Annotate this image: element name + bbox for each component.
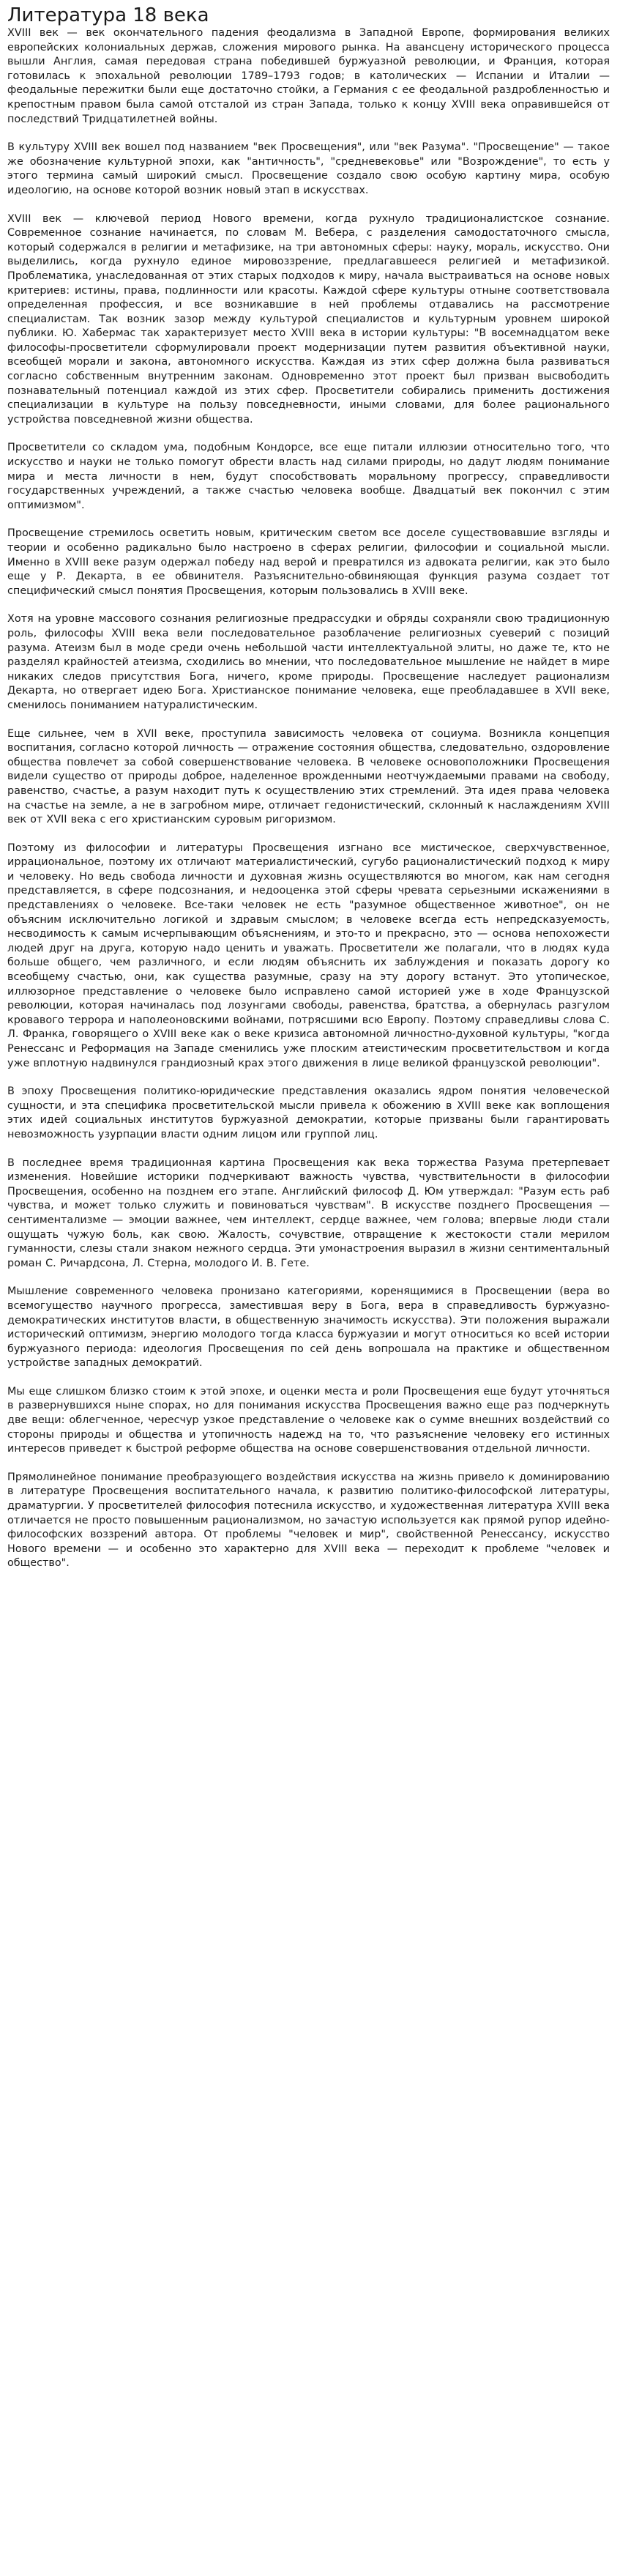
paragraph: Хотя на уровне массового сознания религиозные предрассудки и обряды сохраняли свою традиционную роль, философы XVIII века вели последовательное разоблачение религиозных суеверий с позиций разума. Атеизм был в моде среди очень небольшой части интеллектуальной элиты, но даже те, кто не разделял крайностей атеизма, сходились во мнении, что последовательное мышление не найдет в мире никаких следов присутствия Бога, ничего, кроме природы. Просвещение наследует рационализм Декарта, но отвергает идею Бога. Христианское понимание человека, еще преобладавшее в XVII веке, сменилось пониманием натуралистическим. — [7, 613, 610, 711]
paragraph: Мышление современного человека пронизано категориями, коренящимися в Просвещении (вера во всемогущество научного прогресса, заместившая веру в Бога, вера в справедливость буржуазно-демократических институтов власти, в общественную значимость искусства). Эти положения выражали исторический оптимизм, энергию молодого тогда класса буржуазии и могут относиться ко всей истории буржуазного периода: идеология Просвещения по сей день вопрошала на практике и общественном устройстве западных демократий. — [7, 1285, 610, 1370]
paragraph: Просветители со складом ума, подобным Кондорсе, все еще питали иллюзии относительно того, что искусство и науки не только помогут обрести власть над силами природы, но дадут людям понимание мира и места личности в нем, будут способствовать моральному прогрессу, справедливости государственных учреждений, а также счастью человека вообще. Двадцатый век покончил с этим оптимизмом". — [7, 442, 610, 511]
paragraph: В эпоху Просвещения политико-юридические представления оказались ядром понятия человеческой сущности, и эта специфика просветительской мысли привела к обожению в XVIII веке как воплощения этих идей социальных институтов буржуазной демократии, которые призваны были гарантировать невозможность узурпации власти одним лицом или группой лиц. — [7, 1085, 610, 1140]
paragraph: Просвещение стремилось осветить новым, критическим светом все доселе существовавшие взгляды и теории и особенно радикально было настроено в сферах религии, философии и социальной мысли. Именно в XVIII веке разум одержал победу над верой и превратился из адвоката религии, как это было еще у Р. Декарта, в ее обвинителя. Разъяснительно-обвиняющая функция разума создает тот специфический смысл понятия Просвещения, которым пользовались в XVIII веке. — [7, 527, 610, 597]
paragraph: Поэтому из философии и литературы Просвещения изгнано все мистическое, сверхчувственное, иррациональное, поэтому их отличают материалистический, сугубо рационалистический подход к миру и человеку. Но ведь свобода личности и духовная жизнь осуществляются во многом, как нам сегодня представляется, в сфере подсознания, и недооценка этой сферы чревата серьезными искажениями в представлениях о человеке. Все-таки человек не есть "разумное общественное животное", он не объясним исключительно логикой и здравым смыслом; в человеке всегда есть непредсказуемость, несводимость к самым исчерпывающим объяснениям, и это-то и прекрасно, это — основа непохожести людей друг на друга, которую надо ценить и уважать. Просветители же полагали, что в людях куда больше общего, чем различного, и если людям объяснить их заблуждения и показать дорогу ко всеобщему счастью, они, как существа разумные, сразу на эту дорогу встанут. Это утопическое, иллюзорное представление о человеке было исправлено самой историей уже в ходе Французской революции, которая начиналась под лозунгами свободы, равенства, братства, а обернулась разгулом кровавого террора и наполеоновскими войнами, потрясшими всю Европу. Поэтому справедливы слова С. Л. Франка, говорящего о XVIII веке как о веке кризиса автономной личностно-духовной культуры, "когда Ренессанс и Реформация на Западе сменились уже плоским атеистическим просветительством и когда уже вплотную надвинулся грандиозный крах этого движения в лице великой французской революции". — [7, 842, 610, 1069]
paragraph: В последнее время традиционная картина Просвещения как века торжества Разума претерпевает изменения. Новейшие историки подчеркивают важность чувства, чувствительности в философии Просвещения, особенно на позднем его этапе. Английский философ Д. Юм утверждал: "Разум есть раб чувства, и может только служить и повиноваться чувствам". В искусстве позднего Просвещения — сентиментализме — эмоции важнее, чем интеллект, сердце важнее, чем голова; впервые люди стали ощущать чужую боль, как свою. Жалость, сочувствие, отвращение к жестокости стали мерилом гуманности, слезы стали знаком нежного сердца. Эти умонастроения выразил в жизни сентиментальный роман С. Ричардсона, Л. Стерна, молодого И. В. Гете. — [7, 1157, 610, 1269]
article-title: Литература 18 века — [7, 4, 209, 26]
paragraph: XVIII век — век окончательного падения феодализма в Западной Европе, формирования великих европейских колониальных держав, сложения мирового рынка. На авансцену исторического процесса вышли Англия, самая передовая страна победившей буржуазной революции, и Франция, которая готовилась к эпохальной революции 1789–1793 годов; в католических — Испании и Италии — феодальные пережитки были еще достаточно стойки, а Германия с ее феодальной раздробленностью и крепостным правом была самой отсталой из стран Запада, только к концу XVIII века оправившейся от последствий Тридцатилетней войны. — [7, 27, 610, 125]
paragraph: Прямолинейное понимание преобразующего воздействия искусства на жизнь привело к доминированию в литературе Просвещения воспитательного начала, к развитию политико-философской литературы, драматургии. У просветителей философия потеснила искусство, и художественная литература XVIII века отличается не просто повышенным рационализмом, но зачастую используется как прямой рупор идейно-философских воззрений автора. От проблемы "человек и мир", свойственной Ренессансу, искусство Нового времени — и особенно это характерно для XVIII века — переходит к проблеме "человек и общество". — [7, 1471, 610, 1570]
paragraph: XVIII век — ключевой период Нового времени, когда рухнуло традиционалистское сознание. Современное сознание начинается, по словам М. Вебера, с разделения самодостаточного смысла, который содержался в религии и метафизике, на три автономных сферы: науку, мораль, искусство. Они выделились, когда рухнуло единое мировоззрение, предлагавшееся религией и метафизикой. Проблематика, унаследованная от этих старых подходов к миру, начала выстраиваться на основе новых критериев: истины, права, подлинности или красоты. Каждой сфере культуры отныне соответствовала определенная профессия, и все возникавшие в ней проблемы отдавались на рассмотрение специалистам. Так возник зазор между культурой специалистов и культурным уровнем широкой публики. Ю. Хабермас так характеризует место XVIII века в истории культуры: "В восемнадцатом веке философы-просветители сформулировали проект модернизации путем развития объективной науки, всеобщей морали и закона, автономного искусства. Каждая из этих сфер должна была развиваться согласно собственным внутренним законам. Одновременно этот проект был призван высвободить познавательный потенциал каждой из этих сфер. Просветители собирались применить достижения специализации в культуре на пользу повседневности, иными словами, для более рационального устройства повседневной жизни общества. — [7, 212, 610, 426]
paragraph: Мы еще слишком близко стоим к этой эпохе, и оценки места и роли Просвещения еще будут уточняться в развернувшихся ныне спорах, но для понимания искусства Просвещения важно еще раз подчеркнуть две вещи: облегченное, чересчур узкое представление о человеке как о сумме внешних воздействий со стороны природы и общества и утопичность надежд на то, что разъяснение человеку его истинных интересов приведет к быстрой реформе общества на основе совершенствования отдельной личности. — [7, 1385, 610, 1455]
paragraph: Еще сильнее, чем в XVII веке, проступила зависимость человека от социума. Возникла концепция воспитания, согласно которой личность — отражение состояния общества, следовательно, оздоровление общества повлечет за собой совершенствование человека. В человеке основоположники Просвещения видели существо от природы доброе, наделенное врожденными неотчуждаемыми правами на свободу, равенство, счастье, а разум находит путь к осуществлению этих стремлений. Эта идея права человека на счастье на земле, а не в загробном мире, отличает гедонистический, склонный к наслаждениям XVIII век от XVII века с его христианским суровым ригоризмом. — [7, 727, 610, 826]
article-body — [7, 26, 610, 1571]
paragraph: В культуру XVIII век вошел под названием "век Просвещения", или "век Разума". "Просвещение" — такое же обозначение культурной эпохи, как "античность", "средневековье" или "Возрождение", то есть у этого термина самый широкий смысл. Просвещение создало свою особую картину мира, особую идеологию, на основе которой возник новый этап в искусствах. — [7, 141, 610, 196]
